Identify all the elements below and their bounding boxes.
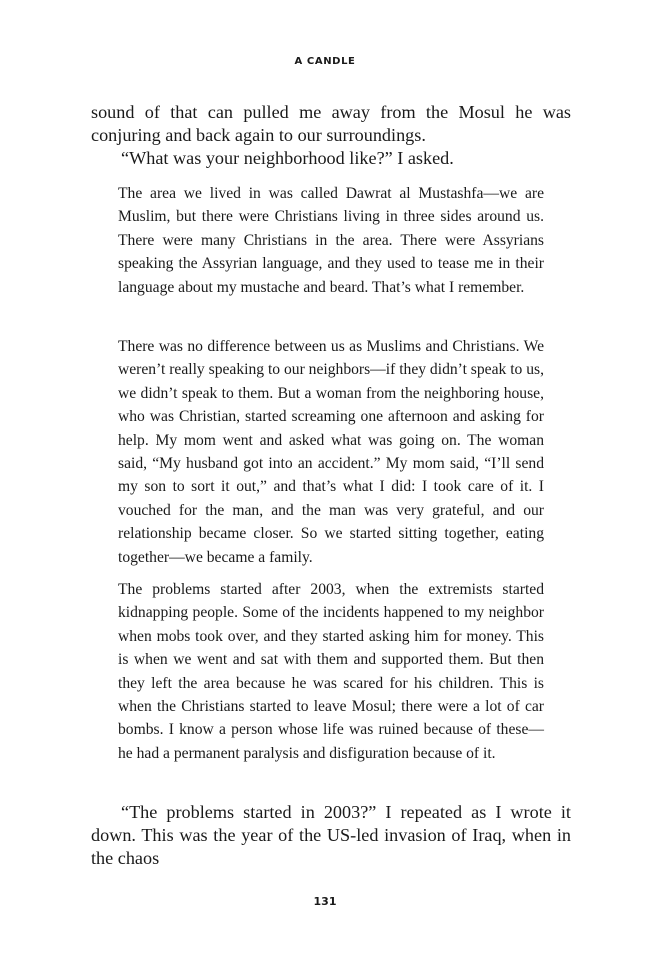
block-quote-1 <box>118 182 544 299</box>
block-quote-text: The problems started after 2003, when the extremists started kidnapping people. Some of the incidents happened to my neighbor when mobs took over, and they started asking him for money. This is when we went and sat with them and supported them. But then they left the area because he was scared for his children. This is when the Christians started to leave Mosul; there were a lot of car bombs. I know a person whose life was ruined because of these—he had a permanent paralysis and disfiguration because of it. <box>118 581 544 762</box>
block-quote-2 <box>118 335 544 569</box>
body-text-bottom <box>91 801 571 869</box>
paragraph-continuation: sound of that can pulled me away from the Mosul he was conjuring and back again to our surroundings. <box>91 102 571 145</box>
paragraph-final: “The problems started in 2003?” I repeated as I wrote it down. This was the year of the US-led invasion of Iraq, when in the chaos <box>91 802 571 868</box>
block-quote-text: The area we lived in was called Dawrat al Mustashfa—we are Muslim, but there were Christians living in three sides around us. There were many Christians in the area. There were Assyrians speaking the Assyrian language, and they used to tease me in their language about my mustache and beard. That’s what I remember. <box>118 185 544 296</box>
paragraph-question: “What was your neighborhood like?” I asked. <box>121 147 454 168</box>
page-number: 131 <box>313 895 337 908</box>
body-text-top <box>91 101 571 169</box>
block-quote-3 <box>118 578 544 765</box>
block-quote-text: There was no difference between us as Muslims and Christians. We weren’t really speaking to our neighbors—if they didn’t speak to us, we didn’t speak to them. But a woman from the neighboring house, who was Christian, started screaming one afternoon and asking for help. My mom went and asked what was going on. The woman said, “My husband got into an accident.” My mom said, “I’ll send my son to sort it out,” and that’s what I did: I took care of it. I vouched for the man, and the man was very grateful, and our relationship became closer. So we started sitting together, eating together—we became a family. <box>118 338 544 566</box>
running-head: A CANDLE <box>294 56 356 67</box>
